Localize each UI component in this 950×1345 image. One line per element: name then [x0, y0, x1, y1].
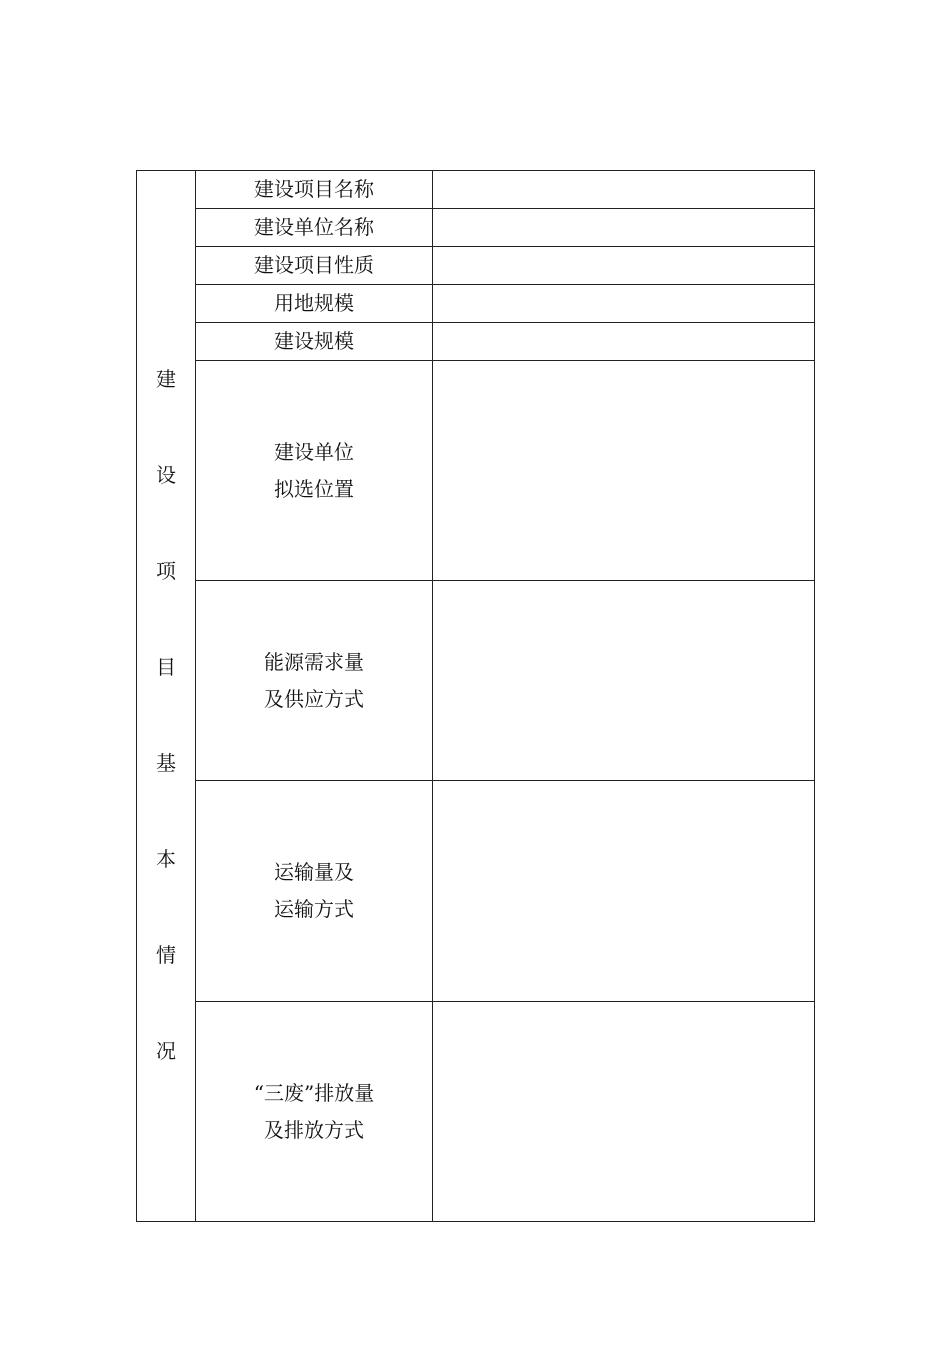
label-line: 运输方式	[274, 897, 354, 921]
label-line: 运输量及	[274, 860, 354, 884]
label-line: 及排放方式	[264, 1117, 364, 1142]
section-label-char: 项	[156, 559, 176, 583]
table-row	[137, 781, 815, 1002]
value-unit-name[interactable]	[433, 209, 815, 247]
section-label-char: 况	[156, 1039, 176, 1063]
label-line: “三废”排放量	[253, 1080, 375, 1105]
value-construction-scale[interactable]	[433, 323, 815, 361]
value-waste-emission[interactable]	[433, 1002, 815, 1222]
row-label-construction-scale: 建设规模	[196, 323, 433, 361]
row-label-proposed-location	[196, 361, 433, 581]
table-row	[137, 361, 815, 581]
value-energy-demand[interactable]	[433, 581, 815, 781]
project-info-table	[136, 170, 815, 1222]
label-line: 能源需求量	[264, 649, 364, 674]
section-label-char: 情	[156, 943, 176, 967]
row-label-unit-name: 建设单位名称	[196, 209, 433, 247]
value-project-name[interactable]	[433, 171, 815, 209]
table-row	[137, 323, 815, 361]
value-land-scale[interactable]	[433, 285, 815, 323]
table-row	[137, 285, 815, 323]
row-label-project-name: 建设项目名称	[196, 171, 433, 209]
section-label-char: 基	[156, 751, 176, 775]
section-label-char: 建	[156, 367, 176, 391]
section-label-char: 本	[156, 847, 176, 871]
section-label-char: 设	[156, 463, 176, 487]
row-label-energy-demand	[196, 581, 433, 781]
value-proposed-location[interactable]	[433, 361, 815, 581]
row-label-waste-emission	[196, 1002, 433, 1222]
section-label-text	[137, 367, 195, 1135]
section-label	[137, 171, 196, 1222]
row-label-project-nature: 建设项目性质	[196, 247, 433, 285]
table-row	[137, 209, 815, 247]
value-project-nature[interactable]	[433, 247, 815, 285]
table-row	[137, 581, 815, 781]
label-line: 建设单位	[274, 439, 354, 464]
table-row	[137, 171, 815, 209]
table-row	[137, 1002, 815, 1222]
row-label-land-scale: 用地规模	[196, 285, 433, 323]
table-row	[137, 247, 815, 285]
label-line: 及供应方式	[264, 686, 364, 711]
value-transport[interactable]	[433, 781, 815, 1002]
section-label-char: 目	[156, 655, 176, 679]
label-line: 拟选位置	[274, 476, 354, 501]
row-label-transport	[196, 781, 433, 1002]
